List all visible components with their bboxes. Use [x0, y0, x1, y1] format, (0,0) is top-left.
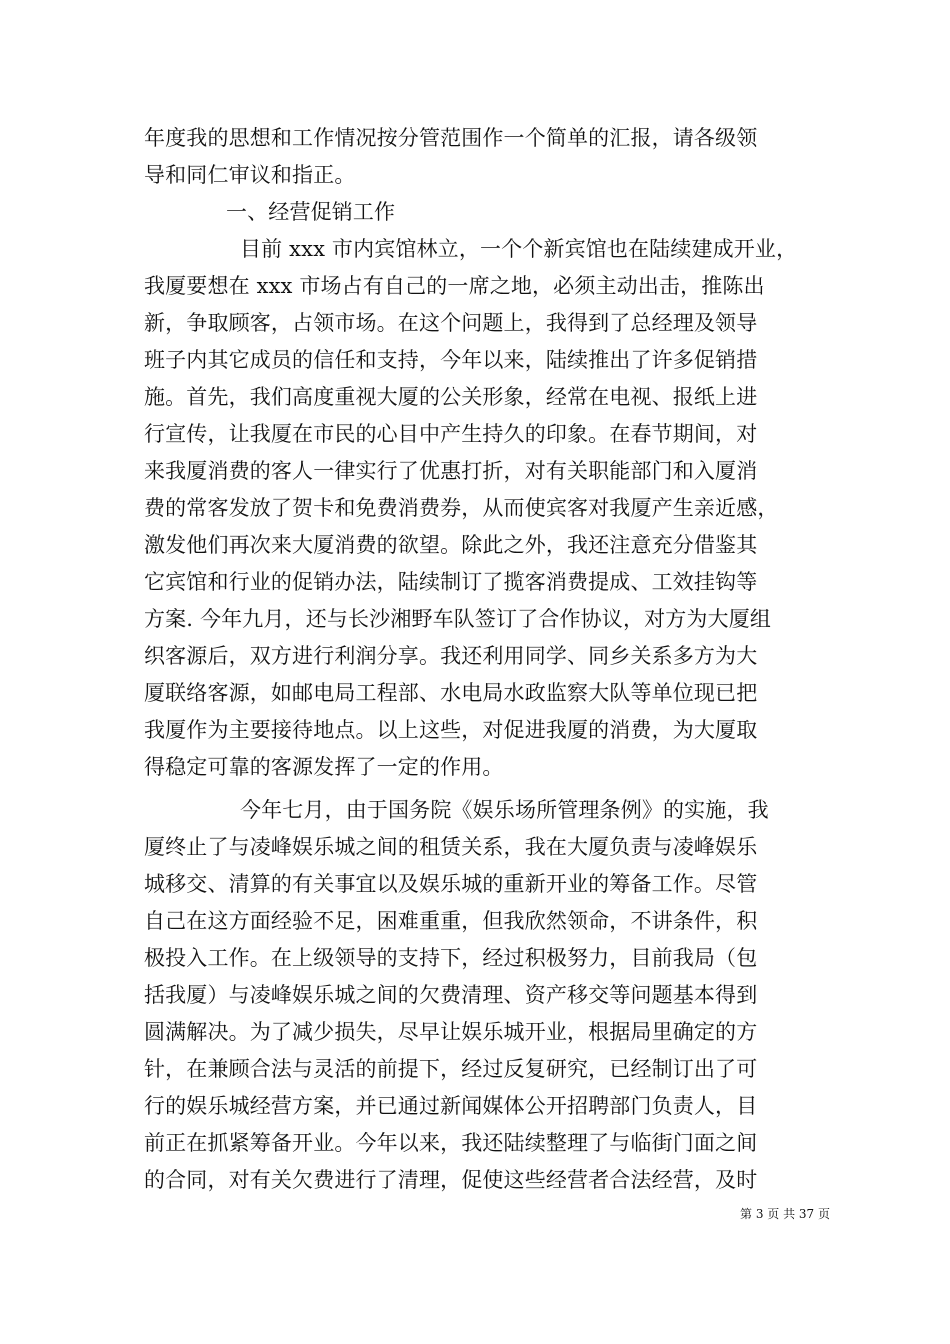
text-line: 城移交、清算的有关事宜以及娱乐城的重新开业的筹备工作。尽管 [144, 872, 758, 896]
text-line: 的合同，对有关欠费进行了清理，促使这些经营者合法经营，及时 [144, 1168, 758, 1192]
text-line: 班子内其它成员的信任和支持，今年以来，陆续推出了许多促销措 [144, 348, 758, 372]
page-number-footer: 第 3 页 共 37 页 [740, 1207, 830, 1221]
text-line: 自己在这方面经验不足，困难重重，但我欣然领命，不讲条件，积 [144, 909, 758, 933]
body-text [144, 120, 829, 1199]
text-line: 施。首先，我们高度重视大厦的公关形象，经常在电视、报纸上进 [144, 385, 758, 409]
text-line: 激发他们再次来大厦消费的欲望。除此之外，我还注意充分借鉴其 [144, 533, 758, 557]
text-line: 织客源后，双方进行利润分享。我还利用同学、同乡关系多方为大 [144, 644, 758, 668]
text-line: 得稳定可靠的客源发挥了一定的作用。 [144, 755, 504, 779]
text-line: 行的娱乐城经营方案，并已通过新闻媒体公开招聘部门负责人，目 [144, 1094, 758, 1118]
text-line: 方案. 今年九月，还与长沙湘野车队签订了合作协议，对方为大厦组 [144, 607, 771, 631]
text-line: 年度我的思想和工作情况按分管范围作一个简单的汇报，请各级领 [144, 126, 758, 150]
text-line: 它宾馆和行业的促销办法，陆续制订了揽客消费提成、工效挂钩等 [144, 570, 758, 594]
text-line: 厦终止了与凌峰娱乐城之间的租赁关系，我在大厦负责与凌峰娱乐 [144, 835, 758, 859]
text-line: 我厦要想在 xxx 市场占有自己的一席之地，必须主动出击，推陈出 [144, 274, 765, 298]
section-heading: 一、经营促销工作 [226, 200, 396, 224]
text-line: 目前 xxx 市内宾馆林立，一个个新宾馆也在陆续建成开业， [240, 237, 798, 261]
text-line: 圆满解决。为了减少损失，尽早让娱乐城开业，根据局里确定的方 [144, 1020, 758, 1044]
text-line: 行宣传，让我厦在市民的心目中产生持久的印象。在春节期间，对 [144, 422, 758, 446]
text-line: 费的常客发放了贺卡和免费消费券，从而使宾客对我厦产生亲近感， [144, 496, 779, 520]
text-line: 厦联络客源，如邮电局工程部、水电局水政监察大队等单位现已把 [144, 681, 758, 705]
text-line: 前正在抓紧筹备开业。今年以来，我还陆续整理了与临街门面之间 [144, 1131, 758, 1155]
text-line: 今年七月，由于国务院《娱乐场所管理条例》的实施，我 [240, 798, 769, 822]
text-line: 新，争取顾客，占领市场。在这个问题上，我得到了总经理及领导 [144, 311, 758, 335]
text-line: 极投入工作。在上级领导的支持下，经过积极努力，目前我局（包 [144, 946, 758, 970]
text-line: 来我厦消费的客人一律实行了优惠打折，对有关职能部门和入厦消 [144, 459, 758, 483]
text-line: 导和同仁审议和指正。 [144, 163, 356, 187]
text-line: 我厦作为主要接待地点。以上这些，对促进我厦的消费，为大厦取 [144, 718, 758, 742]
text-line: 括我厦）与凌峰娱乐城之间的欠费清理、资产移交等问题基本得到 [144, 983, 758, 1007]
text-line: 针，在兼顾合法与灵活的前提下，经过反复研究，已经制订出了可 [144, 1057, 758, 1081]
